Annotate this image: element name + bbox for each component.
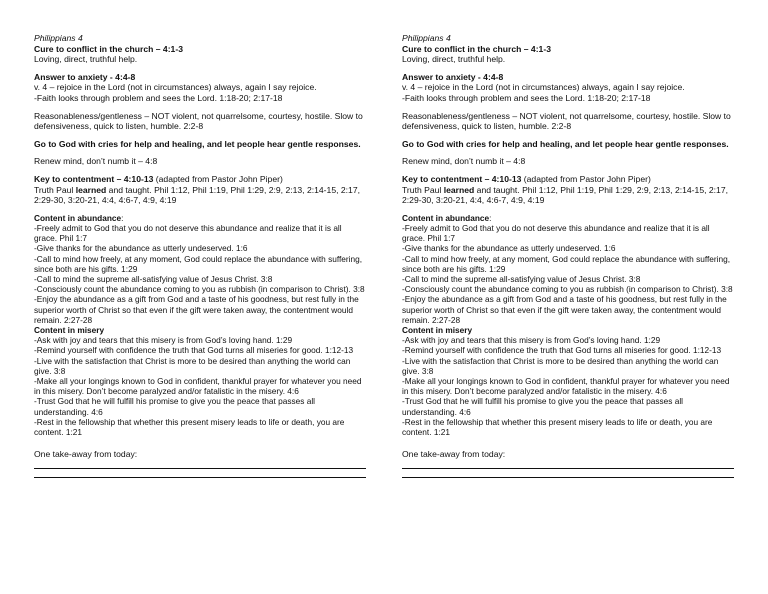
abundance-item: -Enjoy the abundance as a gift from God and a taste of his goodness, but rest fully in the superior worth of Christ so that even if the gift were taken away, the contentment would remain. 2:27-28 <box>34 294 359 325</box>
anxiety-line: -Faith looks through problem and sees the Lord. 1:18-20; 2:17-18 <box>402 92 651 103</box>
takeaway-label: One take-away from today: <box>34 449 138 460</box>
truth-learned: learned <box>75 184 107 195</box>
contentment-heading: Key to contentment – 4:10-13 <box>34 173 154 184</box>
contentment-attribution: (adapted from Pastor John Piper) <box>153 173 283 184</box>
cure-heading: Cure to conflict in the church – 4:1-3 <box>402 43 551 54</box>
truth-prefix: Truth Paul <box>402 184 444 195</box>
contentment-attribution: (adapted from Pastor John Piper) <box>521 173 651 184</box>
abundance-item: -Consciously count the abundance coming to you as rubbish (in comparison to Christ). 3:8 <box>34 284 365 295</box>
go-to-god-text: Go to God with cries for help and healing, and let people hear gentle responses. <box>34 138 361 149</box>
cure-text: Loving, direct, truthful help. <box>402 54 506 65</box>
abundance-heading: Content in abundance <box>402 212 490 223</box>
abundance-item: -Freely admit to God that you do not deserve this abundance and realize that it is all grace. Phil 1:7 <box>402 222 710 244</box>
abundance-item: -Call to mind the supreme all-satisfying value of Jesus Christ. 3:8 <box>402 273 641 284</box>
cure-text: Loving, direct, truthful help. <box>34 54 138 65</box>
takeaway-line <box>34 469 366 478</box>
misery-heading: Content in misery <box>34 324 105 335</box>
abundance-colon: : <box>121 212 124 223</box>
abundance-item: -Call to mind how freely, at any moment, God could replace the abundance with suffering, since both are his gifts. 1:29 <box>34 253 363 274</box>
anxiety-line: v. 4 – rejoice in the Lord (not in circumstances) always, again I say rejoice. <box>34 82 317 93</box>
misery-item: -Live with the satisfaction that Christ is more to be desired than anything the world can give. 3:8 <box>402 355 719 376</box>
renew-mind-text: Renew mind, don’t numb it – 4:8 <box>402 156 526 167</box>
anxiety-line: -Faith looks through problem and sees the Lord. 1:18-20; 2:17-18 <box>34 92 283 103</box>
abundance-item: -Give thanks for the abundance as utterly undeserved. 1:6 <box>34 243 248 254</box>
takeaway-line <box>34 460 366 469</box>
misery-item: -Make all your longings known to God in confident, thankful prayer for whatever you need in this misery. Don’t become paralyzed and/or fatalistic in the misery. 4:6 <box>34 375 362 397</box>
abundance-item: -Call to mind how freely, at any moment, God could replace the abundance with suffering, since both are his gifts. 1:29 <box>402 253 731 274</box>
misery-item: -Remind yourself with confidence the truth that God turns all miseries for good. 1:12-13 <box>402 345 722 356</box>
handout-left <box>34 33 366 478</box>
abundance-heading: Content in abundance <box>34 212 122 223</box>
handout-right <box>402 33 734 478</box>
takeaway-line <box>402 460 734 469</box>
misery-item: -Ask with joy and tears that this misery is from God’s loving hand. 1:29 <box>34 335 293 346</box>
abundance-item: -Freely admit to God that you do not deserve this abundance and realize that it is all grace. Phil 1:7 <box>34 222 342 244</box>
truth-references: and taught. Phil 1:12, Phil 1:19, Phil 1:29, 2:9, 2:13, 2:14-15, 2:17, 2:29-30, 3:20-21, 4:4, 4:6-7, 4:9, 4:19 <box>402 184 728 206</box>
reasonableness-text: Reasonableness/gentleness – NOT violent, not quarrelsome, courtesy, hostile. Slow to defensiveness, quick to listen, humble. 2:2-8 <box>402 110 731 132</box>
anxiety-heading: Answer to anxiety - 4:4-8 <box>402 71 504 82</box>
takeaway-label: One take-away from today: <box>402 449 506 460</box>
renew-mind-text: Renew mind, don’t numb it – 4:8 <box>34 156 158 167</box>
anxiety-line: v. 4 – rejoice in the Lord (not in circumstances) always, again I say rejoice. <box>402 82 685 93</box>
misery-item: -Rest in the fellowship that whether this present misery leads to life or death, you are content. 1:21 <box>34 416 345 437</box>
truth-references: and taught. Phil 1:12, Phil 1:19, Phil 1:29, 2:9, 2:13, 2:14-15, 2:17, 2:29-30, 3:20-21, 4:4, 4:6-7, 4:9, 4:19 <box>34 184 360 206</box>
misery-item: -Make all your longings known to God in confident, thankful prayer for whatever you need in this misery. Don’t become paralyzed and/or fatalistic in the misery. 4:6 <box>402 375 730 397</box>
truth-learned: learned <box>443 184 475 195</box>
misery-item: -Trust God that he will fulfill his promise to give you the peace that passes all understanding. 4:6 <box>34 396 316 417</box>
truth-prefix: Truth Paul <box>34 184 76 195</box>
misery-heading: Content in misery <box>402 324 473 335</box>
misery-item: -Remind yourself with confidence the truth that God turns all miseries for good. 1:12-13 <box>34 345 354 356</box>
abundance-item: -Consciously count the abundance coming to you as rubbish (in comparison to Christ). 3:8 <box>402 284 733 295</box>
misery-item: -Trust God that he will fulfill his promise to give you the peace that passes all understanding. 4:6 <box>402 396 684 417</box>
misery-item: -Ask with joy and tears that this misery is from God’s loving hand. 1:29 <box>402 335 661 346</box>
scripture-reference: Philippians 4 <box>34 33 83 43</box>
abundance-item: -Call to mind the supreme all-satisfying value of Jesus Christ. 3:8 <box>34 273 273 284</box>
go-to-god-text: Go to God with cries for help and healing, and let people hear gentle responses. <box>402 138 729 149</box>
abundance-item: -Enjoy the abundance as a gift from God and a taste of his goodness, but rest fully in the superior worth of Christ so that even if the gift were taken away, the contentment would remain. 2:27-28 <box>402 294 727 325</box>
abundance-colon: : <box>489 212 492 223</box>
misery-item: -Live with the satisfaction that Christ is more to be desired than anything the world can give. 3:8 <box>34 355 351 376</box>
abundance-item: -Give thanks for the abundance as utterly undeserved. 1:6 <box>402 243 616 254</box>
takeaway-line <box>402 469 734 478</box>
scripture-reference: Philippians 4 <box>402 33 451 43</box>
cure-heading: Cure to conflict in the church – 4:1-3 <box>34 43 183 54</box>
contentment-heading: Key to contentment – 4:10-13 <box>402 173 522 184</box>
misery-item: -Rest in the fellowship that whether this present misery leads to life or death, you are content. 1:21 <box>402 416 713 437</box>
reasonableness-text: Reasonableness/gentleness – NOT violent, not quarrelsome, courtesy, hostile. Slow to defensiveness, quick to listen, humble. 2:2-8 <box>34 110 363 132</box>
anxiety-heading: Answer to anxiety - 4:4-8 <box>34 71 136 82</box>
